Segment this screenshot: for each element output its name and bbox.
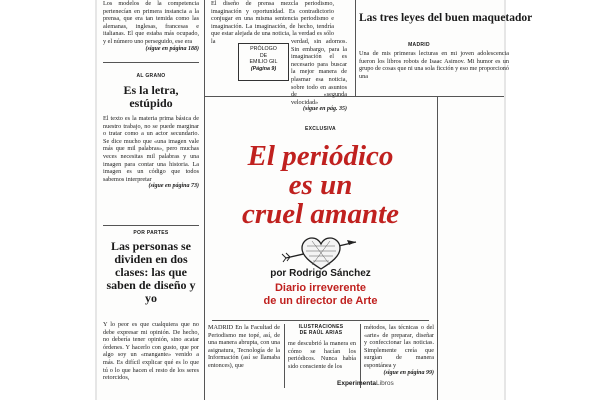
illustrations-line: ILUSTRACIONES <box>298 324 344 330</box>
exclusive-kicker: EXCLUSIVA <box>305 126 336 132</box>
section-kicker: AL GRANO <box>136 73 166 79</box>
prologue-line: EMILIO GIL <box>249 59 278 65</box>
divider <box>103 62 199 63</box>
pierced-heart-illustration <box>282 232 360 272</box>
section-headline: Es la letra, estúpido <box>123 83 179 110</box>
subtitle-line: de un director de Arte <box>263 295 378 307</box>
prologue-line: PRÓLOGO <box>250 46 277 52</box>
illustrations-credit <box>286 324 356 336</box>
column-rule <box>360 324 361 388</box>
bottom-more: (sigue en página 99) <box>383 369 434 376</box>
right-body: Una de mis primeras lecturas en mi joven adolescencia fueron los libros robots de Isaac Asimov. Mi humor es un grupo de cosas que ni una sola ficción y eso me proporcionó una <box>359 50 509 80</box>
divider <box>212 320 429 321</box>
bottom-text-1: MADRID En la Facultad de Periodismo me topé, así, de una manera abrupta, con una asignatura, Tecnología de la Información (así se llamaba entonces), que <box>208 324 280 369</box>
prologue-tag: (Página 9) <box>250 65 277 72</box>
book-title-line: cruel amante <box>241 198 400 230</box>
section-body: El texto es la materia prima básica de nuestro trabajo, no se puede marginar o tratar como a un actor secundario. Se dice mucho que «una imagen vale más que mil palabras», pero muchas veces necesitas mil palabras y una imagen para contar una historia. La imagen es un código que todos sabemos interpretar (sigue en página 73) <box>103 115 199 190</box>
subtitle-line: Diario irreverente <box>274 282 367 294</box>
right-lower-text <box>441 100 501 400</box>
prologue-line: DE <box>259 52 268 59</box>
section-headline: Las personas se dividen en dos clases: las que saben de diseño y yo <box>106 239 196 305</box>
section-kicker: POR PARTES <box>133 230 169 236</box>
section-body: Y lo peor es que cualquiera que no debe expresar mi opinión. De hecho, no debería tener opinión, sino acatar órdenes. Y hacerlo con gusto, que por algo soy un «mangante» venido a más. Es difícil explicar qué es lo que tú o lo que hacen el resto de los seres retorcidos, <box>103 321 199 382</box>
column-rule <box>284 324 285 388</box>
bottom-text-2: me descubrió la manera en cómo se hacían los periódicos. Nunca había sido consciente de los <box>288 340 356 370</box>
right-headline: Las tres leyes del buen maquetador <box>359 12 533 24</box>
left-top-more: (sigue en página 188) <box>145 45 199 52</box>
heart-shape <box>302 238 340 269</box>
top-center-text-1: El diseño de prensa mezcla periodismo, imaginación y oportunidad. Es contradictorio conjugar en una misma sentencia periodismo e imaginación. La imaginación, de hecho, tendría que estar alejada de una noticia, la verdad es sólo la <box>211 0 334 45</box>
publisher-name: Experimenta <box>337 380 377 387</box>
center-feature <box>204 96 437 400</box>
left-top-text: Los modelos de la competencia pertenecían en primera instancia a la prensa, que era tan temida como las alemanas, inglesas, francesas e italianas. El que estaba más ocupado, y el número uno perseguido, ese era (sigue en página 188) <box>103 0 199 52</box>
book-title-line: El periódico <box>247 140 394 172</box>
book-cover <box>97 0 533 400</box>
top-center-more: (sigue en pág. 35) <box>303 106 347 113</box>
section-more: (sigue en página 73) <box>148 183 199 190</box>
divider <box>103 225 199 226</box>
book-title <box>204 142 437 229</box>
prologue-box <box>238 43 289 81</box>
bottom-text-3: métodos, las técnicas o del «arte» de preparar, diseñar y confeccionar las noticias. Simplemente creía que surgían de manera espontánea y (sigue en página 99) <box>364 324 434 376</box>
column-rule <box>355 0 356 96</box>
right-kicker: MADRID <box>408 42 430 48</box>
author-line: por Rodrigo Sánchez <box>270 268 371 279</box>
publisher-suffix: Libros <box>376 380 394 387</box>
illustrations-line: DE RAÚL ARIAS <box>299 330 343 336</box>
book-title-line: es un <box>288 169 353 201</box>
top-center-text-2: verdad, sin adornos. Sin embargo, para la imaginación el es necesario para buscar la mejor manera de plasmar esa noticia, sobre todo en asuntos de «segunda velocidad» (sigue en pág. 35) <box>291 38 347 113</box>
book-subtitle <box>204 282 437 308</box>
publisher-logo <box>337 380 394 387</box>
frame-right-rule <box>437 96 438 400</box>
